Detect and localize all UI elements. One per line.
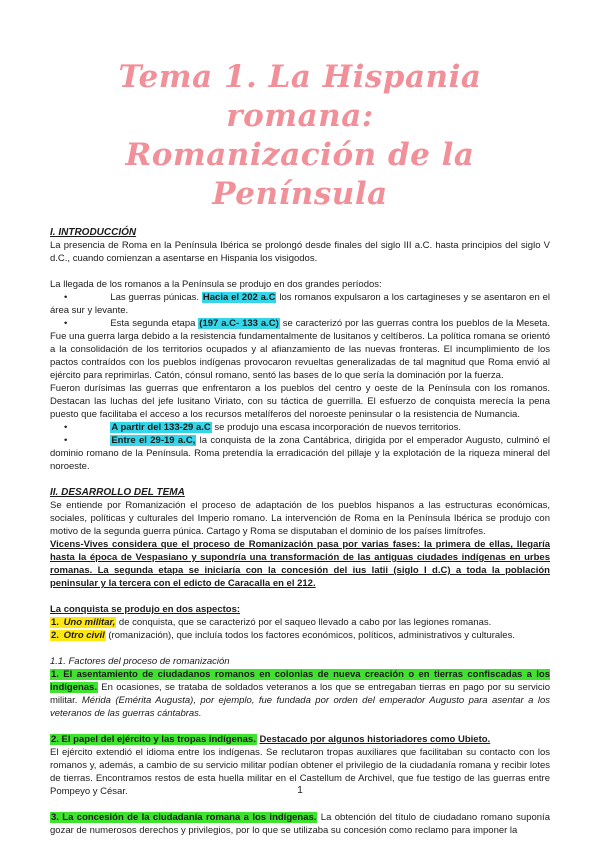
text-run: 1.1. Factores del proceso de romanización: [50, 656, 230, 667]
bullet-item: [50, 434, 550, 473]
paragraph: [50, 499, 550, 538]
bullet-icon: •: [64, 422, 68, 433]
page-number: 1: [297, 785, 303, 796]
highlight-yellow: 1.: [51, 617, 62, 628]
text-run: Esta segunda etapa: [110, 318, 199, 329]
paragraph: [50, 603, 550, 616]
paragraph: [50, 239, 550, 265]
text-run: Destacado por algunos historiadores como Ubieto.: [259, 734, 491, 745]
text-run: La llegada de los romanos a la Península se produjo en dos grandes períodos:: [50, 279, 382, 290]
paragraph: [50, 382, 550, 421]
highlight-yellow: Uno militar,: [63, 617, 116, 628]
paragraph: [50, 629, 550, 642]
document-title-line-1: Tema 1. La Hispania romana:: [118, 59, 482, 134]
highlight-cyan: Entre el 29-19 a.C,: [111, 435, 196, 446]
paragraph: [50, 278, 550, 291]
highlight-green: 3. La concesión de la ciudadanía romana a los indígenas.: [51, 812, 317, 823]
text-run: la conquista de la zona Cantábrica, dirigida por el emperador Augusto, culminó el dominio romano de la Península. Roma pretendía la erradicación del pillaje y la explotación de la riqueza mineral del noroeste.: [50, 435, 550, 472]
paragraph-break: [50, 798, 550, 811]
paragraph-break: [50, 473, 550, 486]
text-run: los romanos expulsaron a los cartagineses y se asentaron en el área sur y levante.: [50, 292, 551, 316]
bullet-item: [50, 421, 550, 434]
text-run: El ejército extendió el idioma entre los indígenas. Se reclutaron tropas auxiliares que facilitaban su contacto con los romanos y, además, a cambio de su servicio militar podían obtener el privilegio de la ciudadanía romana y recibir lotes de tierras. Encontramos restos de esta huella militar en el Castellum de Archivel, que fue testigo de las guerras entre Pompeyo y César.: [50, 747, 550, 797]
text-run: La presencia de Roma en la Península Ibérica se prolongó desde finales del siglo III a.C. hasta principios del siglo V d.C., cuando comienzan a asentarse en Hispania los visigodos.: [50, 240, 550, 264]
highlight-green: 1. El asentamiento de ciudadanos romanos en colonias de nueva creación o en tierras confiscadas a los indígenas.: [50, 669, 550, 693]
highlight-cyan: Hacia el 202 a.C: [202, 292, 276, 303]
bullet-item: [50, 291, 550, 317]
paragraph: [50, 616, 550, 629]
text-run: Las guerras púnicas.: [110, 292, 202, 303]
document-title: [50, 58, 550, 214]
paragraph-break: [50, 642, 550, 655]
text-run: Vicens-Vives considera que el proceso de Romanización pasa por varias fases: la primera de ellas, llegaría hasta la época de Vespasiano y supondría una transformación de las antiguas ciudades indígenas en urbes romanas. La segunda etapa se iniciaría con la concesión del ius latii (siglo I d.C) a toda la población peninsular y la tercera con el edicto de Caracalla en el 212.: [50, 539, 550, 589]
text-run: La obtención del título de ciudadano romano suponía gozar de numerosos derechos y privilegios, por lo que se utilizaba su concesión como reclamo para imponer la: [50, 812, 550, 836]
text-run: La conquista se produjo en dos aspectos:: [50, 604, 241, 615]
highlight-yellow: 2.: [51, 630, 62, 641]
text-run: I. INTRODUCCIÓN: [50, 227, 137, 238]
text-run: Fueron durísimas las guerras que enfrentaron a los pueblos del centro y oeste de la Península con los romanos. Destacan las luchas del jefe lusitano Viriato, con su táctica de guerrilla. El esfuerzo de conquista merecía la pena puesto que facilitaba el acceso a los recursos metalíferos del noroeste peninsular o la resistencia de Numancia.: [50, 383, 550, 420]
paragraph: [50, 811, 550, 837]
text-run: (romanización), que incluía todos los factores económicos, políticos, administrativos y culturales.: [105, 630, 515, 641]
highlight-green: 2. El papel del ejército y las tropas indígenas.: [51, 734, 256, 745]
paragraph: [50, 733, 550, 746]
text-run: de conquista, que se caracterizó por el saqueo llevado a cabo por las legiones romanas.: [116, 617, 492, 628]
text-run: Se entiende por Romanización el proceso de adaptación de los pueblos hispanos a las estructuras económicas, sociales, políticas y culturales del Imperio romano. La intervención de Roma en la Península Ibérica se produjo con motivo de la segunda guerra púnica. Cartago y Roma se disputaban el dominio de los países limítrofes.: [50, 500, 550, 537]
bullet-icon: •: [64, 292, 68, 303]
section-heading: [50, 486, 550, 499]
paragraph-break: [50, 265, 550, 278]
paragraph: [50, 655, 550, 668]
section-heading: [50, 226, 550, 239]
document-body: [50, 226, 550, 837]
bullet-icon: •: [64, 318, 68, 329]
document-title-line-2: Romanización de la Península: [125, 137, 475, 212]
text-run: Mérida (Emérita Augusta), por ejemplo, fue fundada por orden del emperador Augusto para asentar a los veteranos de las guerras cántabras.: [50, 695, 550, 719]
paragraph: [50, 538, 550, 590]
highlight-yellow: Otro civil: [63, 630, 105, 641]
text-run: se produjo una escasa incorporación de nuevos territorios.: [211, 422, 462, 433]
bullet-item: [50, 317, 550, 382]
paragraph-break: [50, 590, 550, 603]
bullet-icon: •: [64, 435, 68, 446]
paragraph: [50, 668, 550, 720]
paragraph-break: [50, 720, 550, 733]
text-run: En ocasiones, se trataba de soldados veteranos a los que se entregaban tierras en pago por su servicio militar.: [50, 682, 550, 706]
highlight-cyan: (197 a.C- 133 a.C): [199, 318, 279, 329]
text-run: se caracterizó por las guerras contra los pueblos de la Meseta. Fue una guerra larga debido a la resistencia fundamentalmente de lusitanos y celtíberos. La política romana se orientó a la consolidación de los territorios ocupados y al afianzamiento de las nuevas fronteras. El incumplimiento de los pactos contraídos con los pueblos indígenas provocaron revueltas generalizadas de tal magnitud que Roma envió al ejército para reprimirlas. Catón, cónsul romano, sentó las bases de lo que sería la dominación por la fuerza.: [50, 318, 550, 381]
highlight-cyan: A partir del 133-29 a.C: [111, 422, 211, 433]
text-run: II. DESARROLLO DEL TEMA: [50, 487, 185, 498]
